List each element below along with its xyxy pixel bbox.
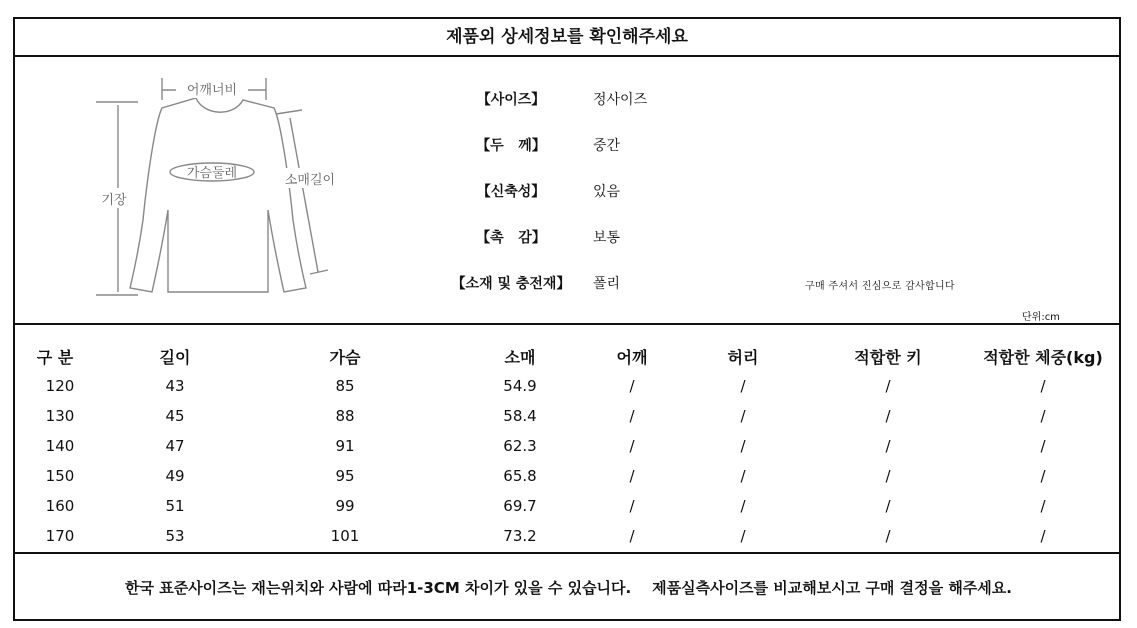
cell-fit-height: /	[885, 497, 891, 515]
cell-chest: 88	[335, 407, 355, 425]
attr-value-texture: 보통	[593, 230, 621, 246]
attr-label-thickness: 【두 께】	[476, 138, 546, 154]
shirt-outline	[130, 98, 306, 292]
garment-diagram	[78, 60, 378, 310]
cell-sleeve: 69.7	[503, 497, 537, 515]
cell-fit-height: /	[885, 467, 891, 485]
cell-fit-height: /	[885, 437, 891, 455]
cell-length: 43	[165, 377, 185, 395]
cell-fit-height: /	[885, 527, 891, 545]
cell-length: 53	[165, 527, 185, 545]
cell-category: 150	[45, 467, 75, 485]
header-sleeve: 소매	[504, 348, 536, 367]
attr-label-texture: 【촉 감】	[476, 230, 546, 246]
footer-note: 한국 표준사이즈는 재는위치와 사람에 따라1-3CM 차이가 있을 수 있습니다. 제품실측사이즈를 비교해보시고 구매 결정을 해주세요.	[125, 579, 1012, 597]
header-length: 길이	[159, 348, 191, 367]
cell-waist: /	[740, 407, 746, 425]
page-title: 제품외 상세정보를 확인해주세요	[446, 27, 688, 47]
thanks-note: 구매 주셔서 진심으로 감사합니다	[805, 281, 955, 292]
cell-sleeve: 58.4	[503, 407, 537, 425]
cell-chest: 95	[335, 467, 355, 485]
info-divider	[15, 323, 1119, 325]
attr-label-material: 【소재 및 충전재】	[451, 276, 571, 292]
cell-sleeve: 73.2	[503, 527, 537, 545]
cell-length: 47	[165, 437, 185, 455]
cell-waist: /	[740, 437, 746, 455]
cell-shoulder: /	[629, 407, 635, 425]
header-chest: 가슴	[329, 348, 361, 367]
cell-length: 49	[165, 467, 185, 485]
header-shoulder: 어깨	[616, 348, 648, 367]
cell-chest: 91	[335, 437, 355, 455]
cell-shoulder: /	[629, 377, 635, 395]
cell-shoulder: /	[629, 497, 635, 515]
attr-value-stretch: 있음	[593, 184, 621, 200]
cell-waist: /	[740, 377, 746, 395]
cell-fit-weight: /	[1040, 407, 1046, 425]
cell-waist: /	[740, 527, 746, 545]
header-category: 구 분	[36, 348, 74, 367]
table-divider	[15, 552, 1119, 554]
cell-fit-weight: /	[1040, 437, 1046, 455]
cell-length: 51	[165, 497, 185, 515]
shoulder-label: 어깨너비	[186, 83, 238, 98]
length-label: 기장	[101, 193, 127, 208]
cell-chest: 101	[330, 527, 360, 545]
cell-waist: /	[740, 467, 746, 485]
cell-category: 160	[45, 497, 75, 515]
title-divider	[15, 55, 1119, 57]
cell-sleeve: 62.3	[503, 437, 537, 455]
attr-label-size: 【사이즈】	[476, 92, 546, 108]
header-fit-weight: 적합한 체중(kg)	[983, 348, 1103, 367]
cell-sleeve: 65.8	[503, 467, 537, 485]
cell-fit-height: /	[885, 407, 891, 425]
attr-value-thickness: 중간	[593, 138, 621, 154]
cell-fit-weight: /	[1040, 497, 1046, 515]
cell-category: 130	[45, 407, 75, 425]
cell-shoulder: /	[629, 527, 635, 545]
cell-fit-weight: /	[1040, 527, 1046, 545]
cell-category: 140	[45, 437, 75, 455]
cell-shoulder: /	[629, 437, 635, 455]
attr-label-stretch: 【신축성】	[476, 184, 546, 200]
cell-chest: 85	[335, 377, 355, 395]
chest-label: 가슴둘레	[186, 166, 238, 181]
cell-fit-weight: /	[1040, 377, 1046, 395]
cell-fit-height: /	[885, 377, 891, 395]
cell-chest: 99	[335, 497, 355, 515]
attr-value-size: 정사이즈	[593, 92, 648, 108]
cell-waist: /	[740, 497, 746, 515]
attr-value-material: 폴리	[593, 276, 621, 292]
cell-sleeve: 54.9	[503, 377, 537, 395]
cell-length: 45	[165, 407, 185, 425]
cell-category: 170	[45, 527, 75, 545]
header-fit-height: 적합한 키	[854, 348, 922, 367]
cell-fit-weight: /	[1040, 467, 1046, 485]
header-waist: 허리	[727, 348, 759, 367]
cell-category: 120	[45, 377, 75, 395]
sleeve-label: 소매길이	[284, 173, 336, 188]
unit-note: 단위:cm	[1022, 312, 1060, 323]
cell-shoulder: /	[629, 467, 635, 485]
